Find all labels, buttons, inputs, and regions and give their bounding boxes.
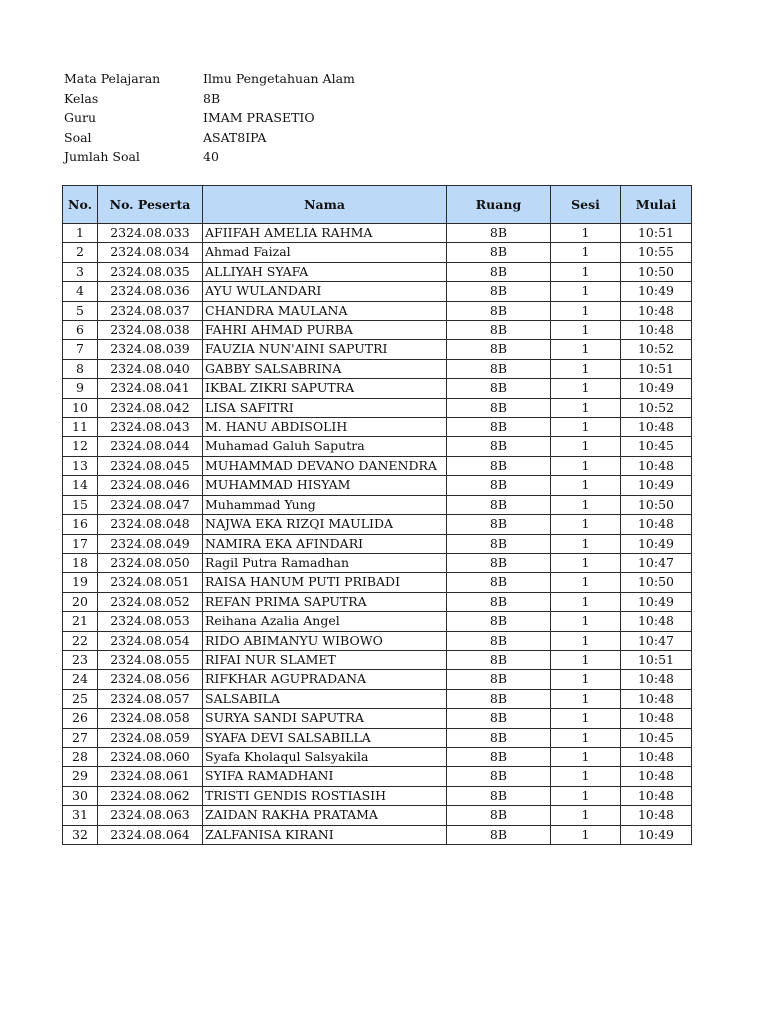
table-row [63,398,692,417]
cell-room: 8B [447,340,551,359]
cell-start: 10:50 [621,262,692,281]
cell-session: 1 [551,631,621,650]
cell-name: RIFKHAR AGUPRADANA [203,670,447,689]
info-label: Soal [64,129,92,145]
cell-session: 1 [551,612,621,631]
cell-name: Reihana Azalia Angel [203,612,447,631]
cell-name: SURYA SANDI SAPUTRA [203,709,447,728]
cell-participant-number: 2324.08.043 [98,418,203,437]
info-label: Mata Pelajaran [64,71,161,86]
cell-start: 10:47 [621,631,692,650]
cell-participant-number: 2324.08.064 [98,825,203,844]
cell-no: 15 [63,495,98,514]
cell-room: 8B [447,437,551,456]
cell-start: 10:48 [621,456,692,475]
cell-room: 8B [447,495,551,514]
info-value: 40 [203,149,219,164]
cell-name: M. HANU ABDISOLIH [203,418,447,437]
cell-start: 10:51 [621,224,692,243]
info-row [64,69,355,89]
table-row [63,262,692,281]
cell-participant-number: 2324.08.040 [98,359,203,378]
table-row [63,321,692,340]
cell-start: 10:45 [621,437,692,456]
table-row [63,631,692,650]
cell-no: 30 [63,786,98,805]
cell-name: RIFAI NUR SLAMET [203,650,447,669]
cell-name: RAISA HANUM PUTI PRIBADI [203,573,447,592]
cell-name: Muhamad Galuh Saputra [203,437,447,456]
cell-start: 10:50 [621,573,692,592]
cell-room: 8B [447,806,551,825]
cell-start: 10:48 [621,767,692,786]
header-no: No. [63,186,98,224]
info-row [64,147,355,167]
cell-name: CHANDRA MAULANA [203,301,447,320]
cell-name: NAMIRA EKA AFINDARI [203,534,447,553]
cell-name: NAJWA EKA RIZQI MAULIDA [203,515,447,534]
cell-no: 11 [63,418,98,437]
cell-start: 10:48 [621,709,692,728]
cell-session: 1 [551,747,621,766]
table-row [63,282,692,301]
cell-session: 1 [551,709,621,728]
info-value: 8B [203,90,221,106]
cell-name: REFAN PRIMA SAPUTRA [203,592,447,611]
cell-session: 1 [551,767,621,786]
cell-no: 29 [63,767,98,786]
cell-no: 8 [63,359,98,378]
cell-room: 8B [447,825,551,844]
table-row [63,650,692,669]
cell-no: 14 [63,476,98,495]
cell-name: Ragil Putra Ramadhan [203,553,447,572]
cell-room: 8B [447,631,551,650]
table-row [63,786,692,805]
info-value: ASAT8IPA [203,129,267,145]
cell-name: MUHAMMAD HISYAM [203,476,447,495]
participant-table [62,185,692,845]
cell-no: 24 [63,670,98,689]
cell-start: 10:51 [621,359,692,378]
table-row [63,806,692,825]
cell-no: 17 [63,534,98,553]
cell-name: SALSABILA [203,689,447,708]
cell-no: 18 [63,553,98,572]
info-label: Jumlah Soal [64,149,140,164]
cell-participant-number: 2324.08.060 [98,747,203,766]
cell-name: TRISTI GENDIS ROSTIASIH [203,786,447,805]
cell-no: 26 [63,709,98,728]
cell-start: 10:50 [621,495,692,514]
cell-no: 16 [63,515,98,534]
cell-no: 23 [63,650,98,669]
cell-room: 8B [447,262,551,281]
cell-room: 8B [447,379,551,398]
cell-no: 6 [63,321,98,340]
table-row [63,767,692,786]
cell-room: 8B [447,301,551,320]
cell-room: 8B [447,767,551,786]
cell-no: 19 [63,573,98,592]
cell-name: GABBY SALSABRINA [203,359,447,378]
cell-start: 10:49 [621,379,692,398]
table-row [63,612,692,631]
cell-session: 1 [551,456,621,475]
cell-participant-number: 2324.08.034 [98,243,203,262]
cell-session: 1 [551,262,621,281]
cell-start: 10:48 [621,747,692,766]
cell-participant-number: 2324.08.039 [98,340,203,359]
cell-start: 10:49 [621,825,692,844]
cell-participant-number: 2324.08.052 [98,592,203,611]
cell-participant-number: 2324.08.037 [98,301,203,320]
cell-no: 13 [63,456,98,475]
cell-no: 2 [63,243,98,262]
cell-room: 8B [447,670,551,689]
cell-session: 1 [551,553,621,572]
table-row [63,379,692,398]
cell-start: 10:47 [621,553,692,572]
cell-participant-number: 2324.08.044 [98,437,203,456]
cell-participant-number: 2324.08.058 [98,709,203,728]
cell-no: 25 [63,689,98,708]
cell-participant-number: 2324.08.056 [98,670,203,689]
cell-session: 1 [551,476,621,495]
cell-participant-number: 2324.08.055 [98,650,203,669]
cell-room: 8B [447,359,551,378]
info-row [64,108,355,128]
cell-session: 1 [551,495,621,514]
header-participant-number: No. Peserta [98,186,203,224]
table-row [63,709,692,728]
cell-participant-number: 2324.08.045 [98,456,203,475]
cell-start: 10:48 [621,786,692,805]
cell-participant-number: 2324.08.042 [98,398,203,417]
info-value: IMAM PRASETIO [203,110,315,125]
cell-no: 10 [63,398,98,417]
cell-name: IKBAL ZIKRI SAPUTRA [203,379,447,398]
table-row [63,418,692,437]
cell-session: 1 [551,592,621,611]
cell-room: 8B [447,476,551,495]
cell-room: 8B [447,573,551,592]
cell-session: 1 [551,282,621,301]
cell-session: 1 [551,515,621,534]
cell-no: 22 [63,631,98,650]
header-name: Nama [203,186,447,224]
table-row [63,224,692,243]
cell-session: 1 [551,243,621,262]
cell-no: 9 [63,379,98,398]
cell-no: 27 [63,728,98,747]
cell-room: 8B [447,243,551,262]
cell-session: 1 [551,670,621,689]
table-row [63,592,692,611]
cell-name: LISA SAFITRI [203,398,447,417]
cell-session: 1 [551,786,621,805]
cell-participant-number: 2324.08.046 [98,476,203,495]
cell-start: 10:49 [621,476,692,495]
cell-session: 1 [551,534,621,553]
cell-no: 7 [63,340,98,359]
cell-session: 1 [551,825,621,844]
cell-name: ZALFANISA KIRANI [203,825,447,844]
cell-session: 1 [551,728,621,747]
cell-session: 1 [551,398,621,417]
cell-no: 28 [63,747,98,766]
table-row [63,689,692,708]
cell-participant-number: 2324.08.054 [98,631,203,650]
cell-name: Muhammad Yung [203,495,447,514]
table-row [63,495,692,514]
header-session: Sesi [551,186,621,224]
cell-start: 10:49 [621,534,692,553]
exam-info [64,69,355,167]
info-label: Guru [64,110,97,125]
cell-no: 1 [63,224,98,243]
cell-session: 1 [551,340,621,359]
cell-start: 10:51 [621,650,692,669]
table-row [63,476,692,495]
cell-name: AYU WULANDARI [203,282,447,301]
cell-participant-number: 2324.08.048 [98,515,203,534]
info-value: Ilmu Pengetahuan Alam [203,71,355,86]
table-row [63,359,692,378]
cell-name: FAUZIA NUN'AINI SAPUTRI [203,340,447,359]
cell-name: RIDO ABIMANYU WIBOWO [203,631,447,650]
table-row [63,243,692,262]
cell-participant-number: 2324.08.038 [98,321,203,340]
cell-name: SYIFA RAMADHANI [203,767,447,786]
cell-session: 1 [551,437,621,456]
cell-name: ZAIDAN RAKHA PRATAMA [203,806,447,825]
cell-start: 10:48 [621,321,692,340]
cell-room: 8B [447,515,551,534]
table-row [63,437,692,456]
cell-no: 32 [63,825,98,844]
cell-participant-number: 2324.08.036 [98,282,203,301]
cell-start: 10:55 [621,243,692,262]
cell-start: 10:48 [621,689,692,708]
cell-participant-number: 2324.08.063 [98,806,203,825]
cell-room: 8B [447,224,551,243]
cell-start: 10:52 [621,398,692,417]
cell-no: 5 [63,301,98,320]
cell-participant-number: 2324.08.049 [98,534,203,553]
cell-session: 1 [551,321,621,340]
cell-name: SYAFA DEVI SALSABILLA [203,728,447,747]
cell-session: 1 [551,301,621,320]
cell-name: Syafa Kholaqul Salsyakila [203,747,447,766]
cell-room: 8B [447,282,551,301]
cell-name: AFIIFAH AMELIA RAHMA [203,224,447,243]
cell-no: 31 [63,806,98,825]
cell-participant-number: 2324.08.053 [98,612,203,631]
cell-session: 1 [551,689,621,708]
header-start: Mulai [621,186,692,224]
cell-start: 10:48 [621,806,692,825]
table-row [63,728,692,747]
cell-name: Ahmad Faizal [203,243,447,262]
cell-session: 1 [551,806,621,825]
cell-room: 8B [447,418,551,437]
cell-room: 8B [447,747,551,766]
cell-participant-number: 2324.08.061 [98,767,203,786]
cell-session: 1 [551,359,621,378]
table-row [63,515,692,534]
cell-start: 10:49 [621,592,692,611]
cell-no: 20 [63,592,98,611]
cell-participant-number: 2324.08.033 [98,224,203,243]
cell-room: 8B [447,456,551,475]
cell-participant-number: 2324.08.059 [98,728,203,747]
cell-participant-number: 2324.08.047 [98,495,203,514]
cell-participant-number: 2324.08.041 [98,379,203,398]
cell-participant-number: 2324.08.051 [98,573,203,592]
cell-start: 10:45 [621,728,692,747]
table-row [63,670,692,689]
cell-no: 3 [63,262,98,281]
cell-room: 8B [447,709,551,728]
cell-start: 10:48 [621,301,692,320]
info-label: Kelas [64,90,99,106]
table-row [63,747,692,766]
cell-start: 10:48 [621,418,692,437]
cell-name: FAHRI AHMAD PURBA [203,321,447,340]
cell-start: 10:49 [621,282,692,301]
cell-no: 12 [63,437,98,456]
cell-participant-number: 2324.08.050 [98,553,203,572]
cell-room: 8B [447,689,551,708]
table-row [63,573,692,592]
header-room: Ruang [447,186,551,224]
cell-room: 8B [447,398,551,417]
cell-session: 1 [551,418,621,437]
table-row [63,301,692,320]
cell-room: 8B [447,321,551,340]
cell-room: 8B [447,650,551,669]
cell-room: 8B [447,612,551,631]
cell-participant-number: 2324.08.035 [98,262,203,281]
info-row [64,89,355,109]
cell-room: 8B [447,728,551,747]
table-row [63,553,692,572]
cell-name: ALLIYAH SYAFA [203,262,447,281]
cell-name: MUHAMMAD DEVANO DANENDRA [203,456,447,475]
table-row [63,456,692,475]
cell-start: 10:48 [621,670,692,689]
cell-room: 8B [447,786,551,805]
cell-no: 4 [63,282,98,301]
table-header-row [63,186,692,224]
cell-participant-number: 2324.08.057 [98,689,203,708]
info-row [64,128,355,148]
cell-room: 8B [447,534,551,553]
cell-session: 1 [551,224,621,243]
cell-start: 10:48 [621,612,692,631]
table-row [63,340,692,359]
cell-session: 1 [551,650,621,669]
table-row [63,534,692,553]
cell-session: 1 [551,573,621,592]
cell-session: 1 [551,379,621,398]
table-row [63,825,692,844]
cell-no: 21 [63,612,98,631]
cell-start: 10:48 [621,515,692,534]
cell-room: 8B [447,553,551,572]
cell-participant-number: 2324.08.062 [98,786,203,805]
cell-room: 8B [447,592,551,611]
cell-start: 10:52 [621,340,692,359]
